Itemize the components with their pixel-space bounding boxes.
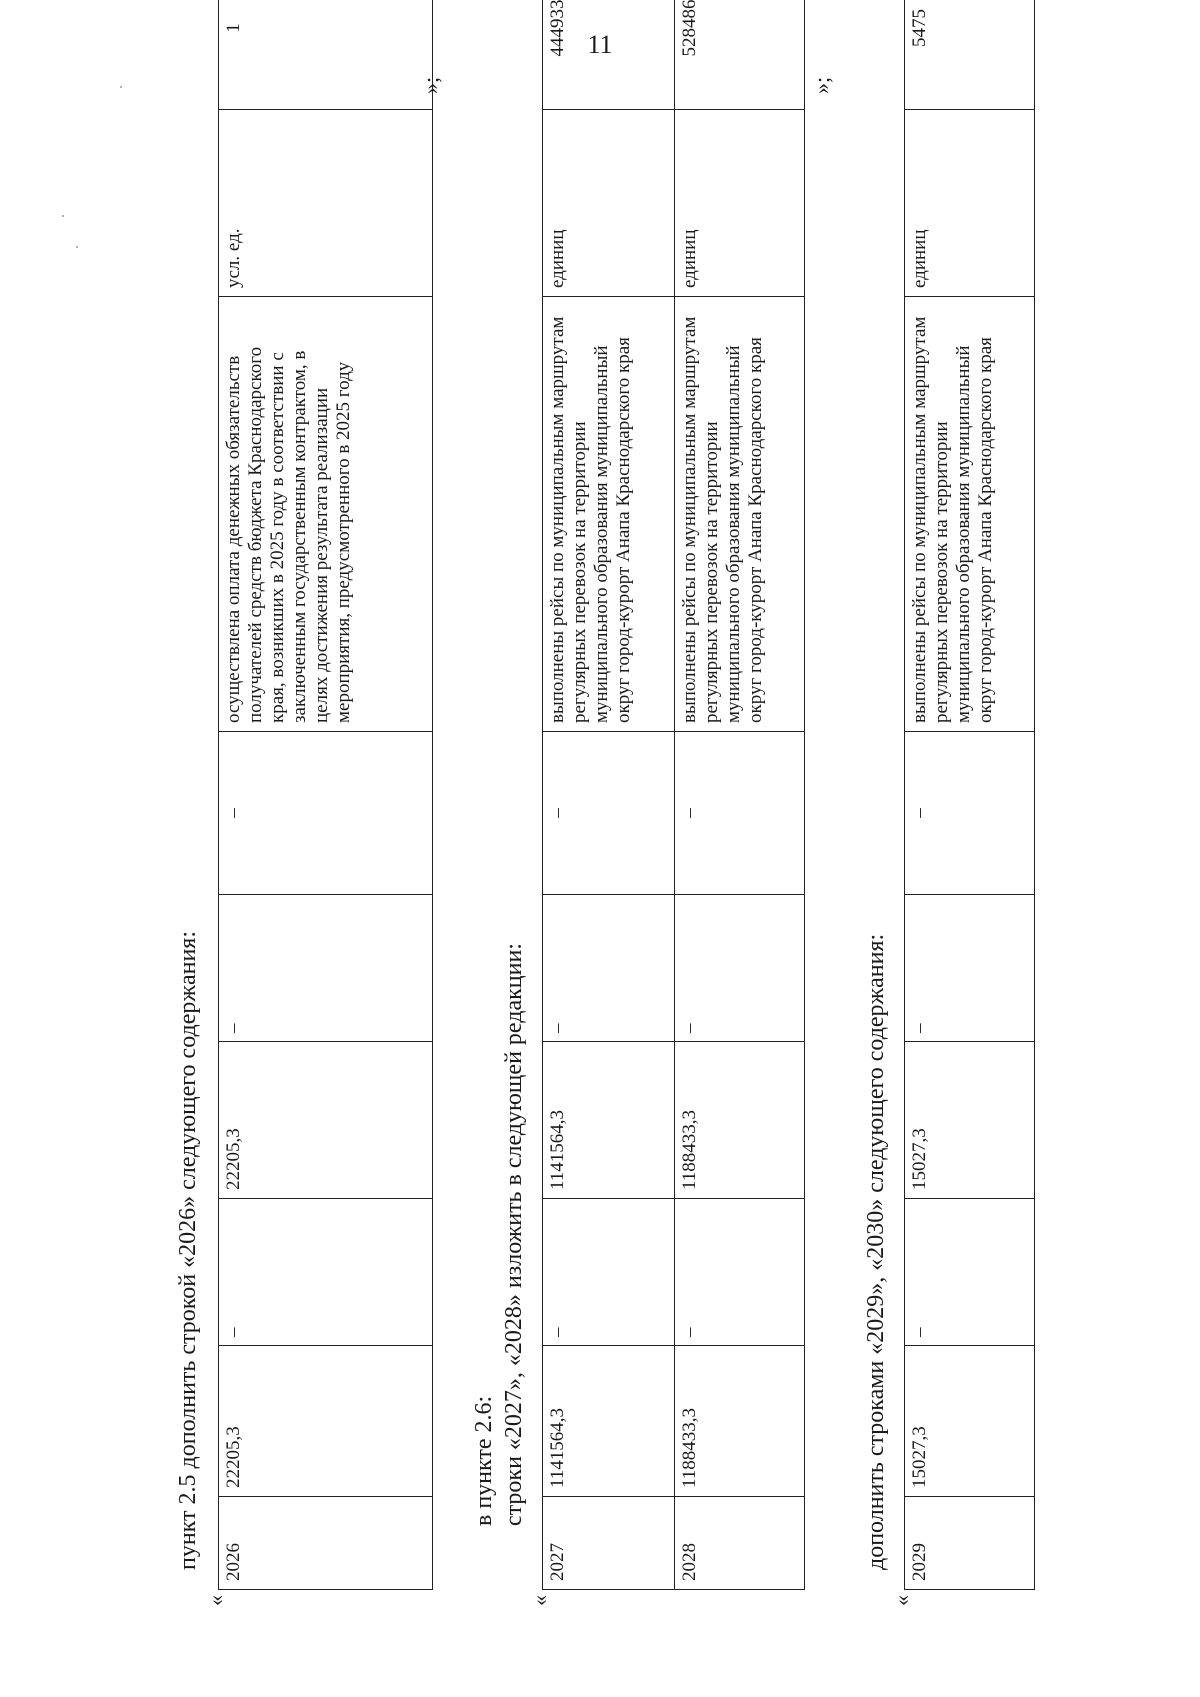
year-cell: 2027 <box>543 1497 675 1590</box>
budget-cell: – <box>675 1199 805 1346</box>
unit-cell: единиц <box>543 110 675 297</box>
description-cell: выполнены рейсы по муниципальным маршрутам регулярных перевозок на территории муниципального образования муниципальный округ город-курорт Анапа Краснодарского края <box>543 297 675 732</box>
data-table <box>904 0 1035 1590</box>
description-cell: осуществлена оплата денежных обязательств получателей средств бюджета Краснодарского края, возникших в 2025 году в соответствии с заключенным государственным контрактом, в целях достижения результата реализации мероприятия, предусмотренного в 2025 году <box>219 297 433 732</box>
year-cell: 2028 <box>675 1497 805 1590</box>
budget-cell: – <box>905 732 1035 895</box>
budget-cell: – <box>543 1199 675 1346</box>
budget-cell: 15027,3 <box>905 1042 1035 1199</box>
value-cell: 444933 <box>543 0 675 110</box>
open-quote: « <box>203 1595 228 1606</box>
description-cell: выполнены рейсы по муниципальным маршрутам регулярных перевозок на территории муниципального образования муниципальный округ город-курорт Анапа Краснодарского края <box>905 297 1035 732</box>
section-intro-line: строки «2027», «2028» изложить в следующей редакции: <box>501 943 527 1526</box>
total-cell: 15027,3 <box>905 1346 1035 1497</box>
section-intro <box>173 931 203 1570</box>
scan-speck <box>62 215 64 217</box>
page-number: 11 <box>587 30 613 59</box>
section-intro-line: в пункте 2.6: <box>471 1395 497 1526</box>
budget-cell: 1141564,3 <box>543 1042 675 1199</box>
total-cell: 1188433,3 <box>675 1346 805 1497</box>
open-quote: « <box>527 1595 552 1606</box>
budget-cell: – <box>905 1199 1035 1346</box>
budget-cell: 22205,3 <box>219 1042 433 1199</box>
close-quote: »; <box>809 76 834 94</box>
budget-cell: – <box>905 895 1035 1042</box>
value-cell: 5475 <box>905 0 1035 110</box>
table-row <box>905 0 1035 1590</box>
unit-cell: единиц <box>905 110 1035 297</box>
rotated-content <box>173 0 1133 1606</box>
data-table <box>218 0 433 1590</box>
total-cell: 22205,3 <box>219 1346 433 1497</box>
section-intro-line: пункт 2.5 дополнить строкой «2026» следующего содержания: <box>175 930 201 1570</box>
budget-cell: – <box>543 732 675 895</box>
year-cell: 2029 <box>905 1497 1035 1590</box>
description-cell: выполнены рейсы по муниципальным маршрутам регулярных перевозок на территории муниципального образования муниципальный округ город-курорт Анапа Краснодарского края <box>675 297 805 732</box>
budget-cell: – <box>219 895 433 1042</box>
section-intro <box>469 943 529 1526</box>
budget-cell: – <box>675 895 805 1042</box>
value-cell: 528486 <box>675 0 805 110</box>
close-quote: »; <box>418 76 443 94</box>
scan-speck <box>120 86 122 88</box>
budget-cell: – <box>675 732 805 895</box>
data-table <box>542 0 805 1590</box>
budget-cell: – <box>219 1199 433 1346</box>
section-intro <box>861 934 891 1570</box>
section-intro-line: дополнить строками «2029», «2030» следующего содержания: <box>863 933 889 1570</box>
budget-cell: – <box>543 895 675 1042</box>
table-row <box>219 0 433 1590</box>
scan-speck <box>76 246 78 248</box>
table-row <box>543 0 675 1590</box>
budget-cell: – <box>219 732 433 895</box>
open-quote: « <box>889 1595 914 1606</box>
table-row <box>675 0 805 1590</box>
budget-cell: 1188433,3 <box>675 1042 805 1199</box>
total-cell: 1141564,3 <box>543 1346 675 1497</box>
unit-cell: усл. ед. <box>219 110 433 297</box>
year-cell: 2026 <box>219 1497 433 1590</box>
unit-cell: единиц <box>675 110 805 297</box>
value-cell: 1 <box>219 0 433 110</box>
